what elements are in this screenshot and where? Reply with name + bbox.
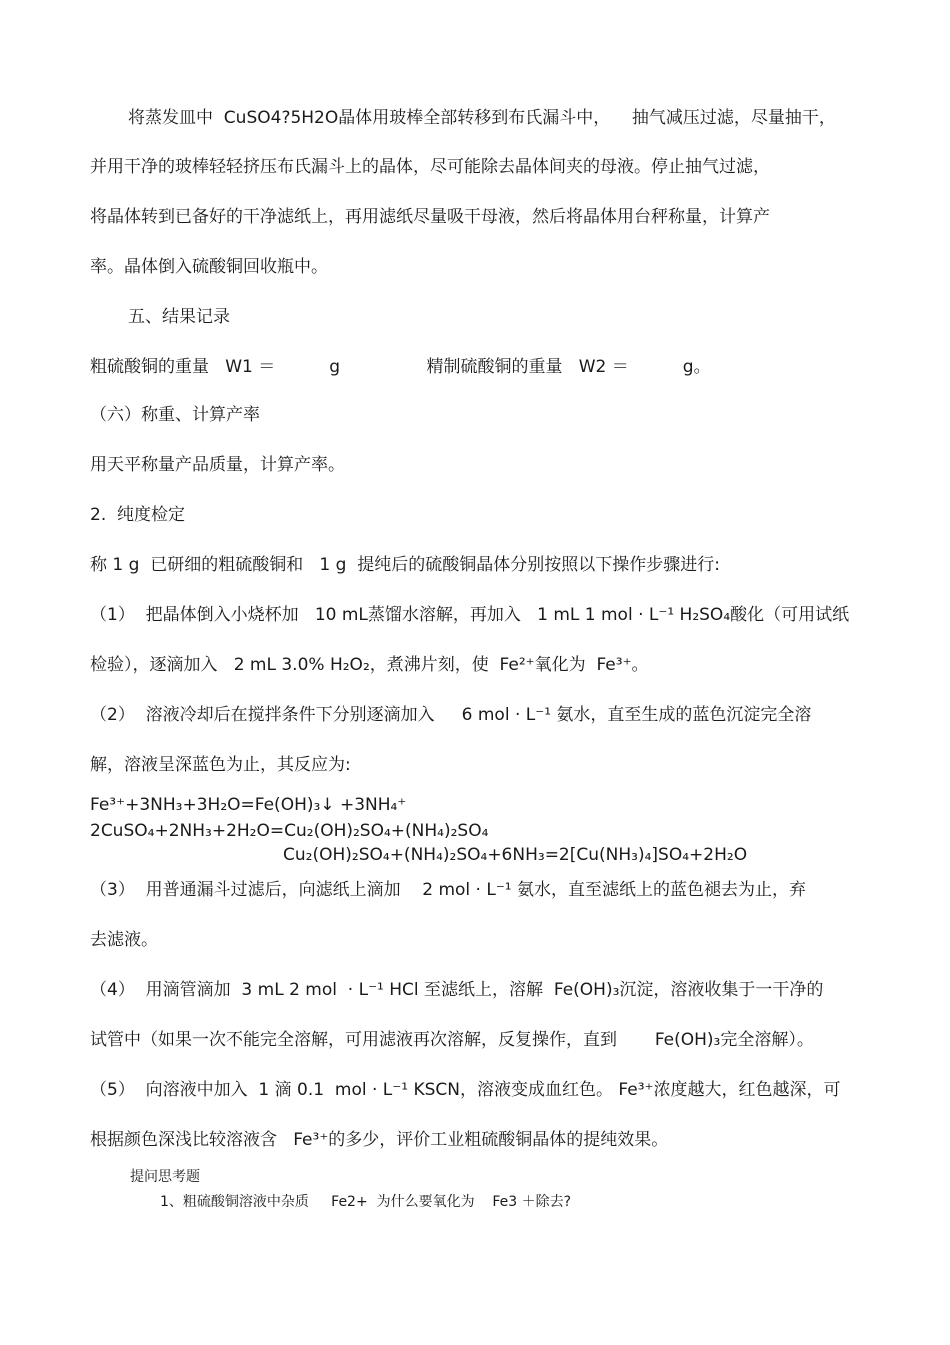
yield-instruction: 用天平称量产品质量，计算产率。	[90, 455, 345, 475]
step-1-line-2: 检验），逐滴加入 2 mL 3.0% H₂O₂，煮沸片刻，使 Fe²⁺氧化为 Fe³⁺。	[90, 655, 649, 675]
section-heading-purity: 2. 纯度检定	[90, 505, 186, 525]
step-5-line-1: （5） 向溶液中加入 1 滴 0.1 mol · L⁻¹ KSCN，溶液变成血红色。 Fe³⁺浓度越大，红色越深，可	[90, 1080, 841, 1100]
equation-1: Fe³⁺+3NH₃+3H₂O=Fe(OH)₃↓ +3NH₄⁺	[90, 795, 407, 815]
purity-intro: 称 1 g 已研细的粗硫酸铜和 1 g 提纯后的硫酸铜晶体分别按照以下操作步骤进行:	[90, 555, 720, 575]
step-3-line-2: 去滤液。	[90, 930, 158, 950]
paragraph-filtration-line-4: 率。晶体倒入硫酸铜回收瓶中。	[90, 257, 328, 277]
question-1: 1、粗硫酸铜溶液中杂质 Fe2+ 为什么要氧化为 Fe3 ＋除去?	[160, 1194, 572, 1210]
step-3-line-1: （3） 用普通漏斗过滤后，向滤纸上滴加 2 mol · L⁻¹ 氨水，直至滤纸上的蓝色褪去为止，弃	[90, 880, 807, 900]
step-1-line-1: （1） 把晶体倒入小烧杯加 10 mL蒸馏水溶解，再加入 1 mL 1 mol · L⁻¹ H₂SO₄酸化（可用试纸	[90, 605, 850, 625]
section-heading-results: 五、结果记录	[128, 307, 230, 327]
step-2-line-1: （2） 溶液冷却后在搅拌条件下分别逐滴加入 6 mol · L⁻¹ 氨水，直至生成的蓝色沉淀完全溶	[90, 705, 812, 725]
paragraph-filtration-line-3: 将晶体转到已备好的干净滤纸上，再用滤纸尽量吸干母液，然后将晶体用台秤称量，计算产	[90, 207, 770, 227]
step-4-line-2: 试管中（如果一次不能完全溶解，可用滤液再次溶解，反复操作，直到 Fe(OH)₃完全溶解）。	[90, 1030, 814, 1050]
equation-3: Cu₂(OH)₂SO₄+(NH₄)₂SO₄+6NH₃=2[Cu(NH₃)₄]SO₄+2H₂O	[283, 845, 748, 865]
weights-record-line: 粗硫酸铜的重量 W1 ＝ g 精制硫酸铜的重量 W2 ＝ g。	[90, 357, 711, 377]
step-5-line-2: 根据颜色深浅比较溶液含 Fe³⁺的多少，评价工业粗硫酸铜晶体的提纯效果。	[90, 1130, 669, 1150]
step-4-line-1: （4） 用滴管滴加 3 mL 2 mol · L⁻¹ HCl 至滤纸上，溶解 Fe(OH)₃沉淀，溶液收集于一干净的	[90, 980, 824, 1000]
paragraph-filtration-line-1: 将蒸发皿中 CuSO4?5H2O晶体用玻棒全部转移到布氏漏斗中， 抽气减压过滤，尽量抽干，	[128, 108, 836, 128]
questions-heading: 提问思考题	[130, 1169, 200, 1185]
section-heading-yield: （六）称重、计算产率	[90, 405, 260, 425]
paragraph-filtration-line-2: 并用干净的玻棒轻轻挤压布氏漏斗上的晶体，尽可能除去晶体间夹的母液。停止抽气过滤，	[90, 157, 770, 177]
equation-2: 2CuSO₄+2NH₃+2H₂O=Cu₂(OH)₂SO₄+(NH₄)₂SO₄	[90, 821, 489, 841]
step-2-line-2: 解，溶液呈深蓝色为止，其反应为:	[90, 755, 351, 775]
